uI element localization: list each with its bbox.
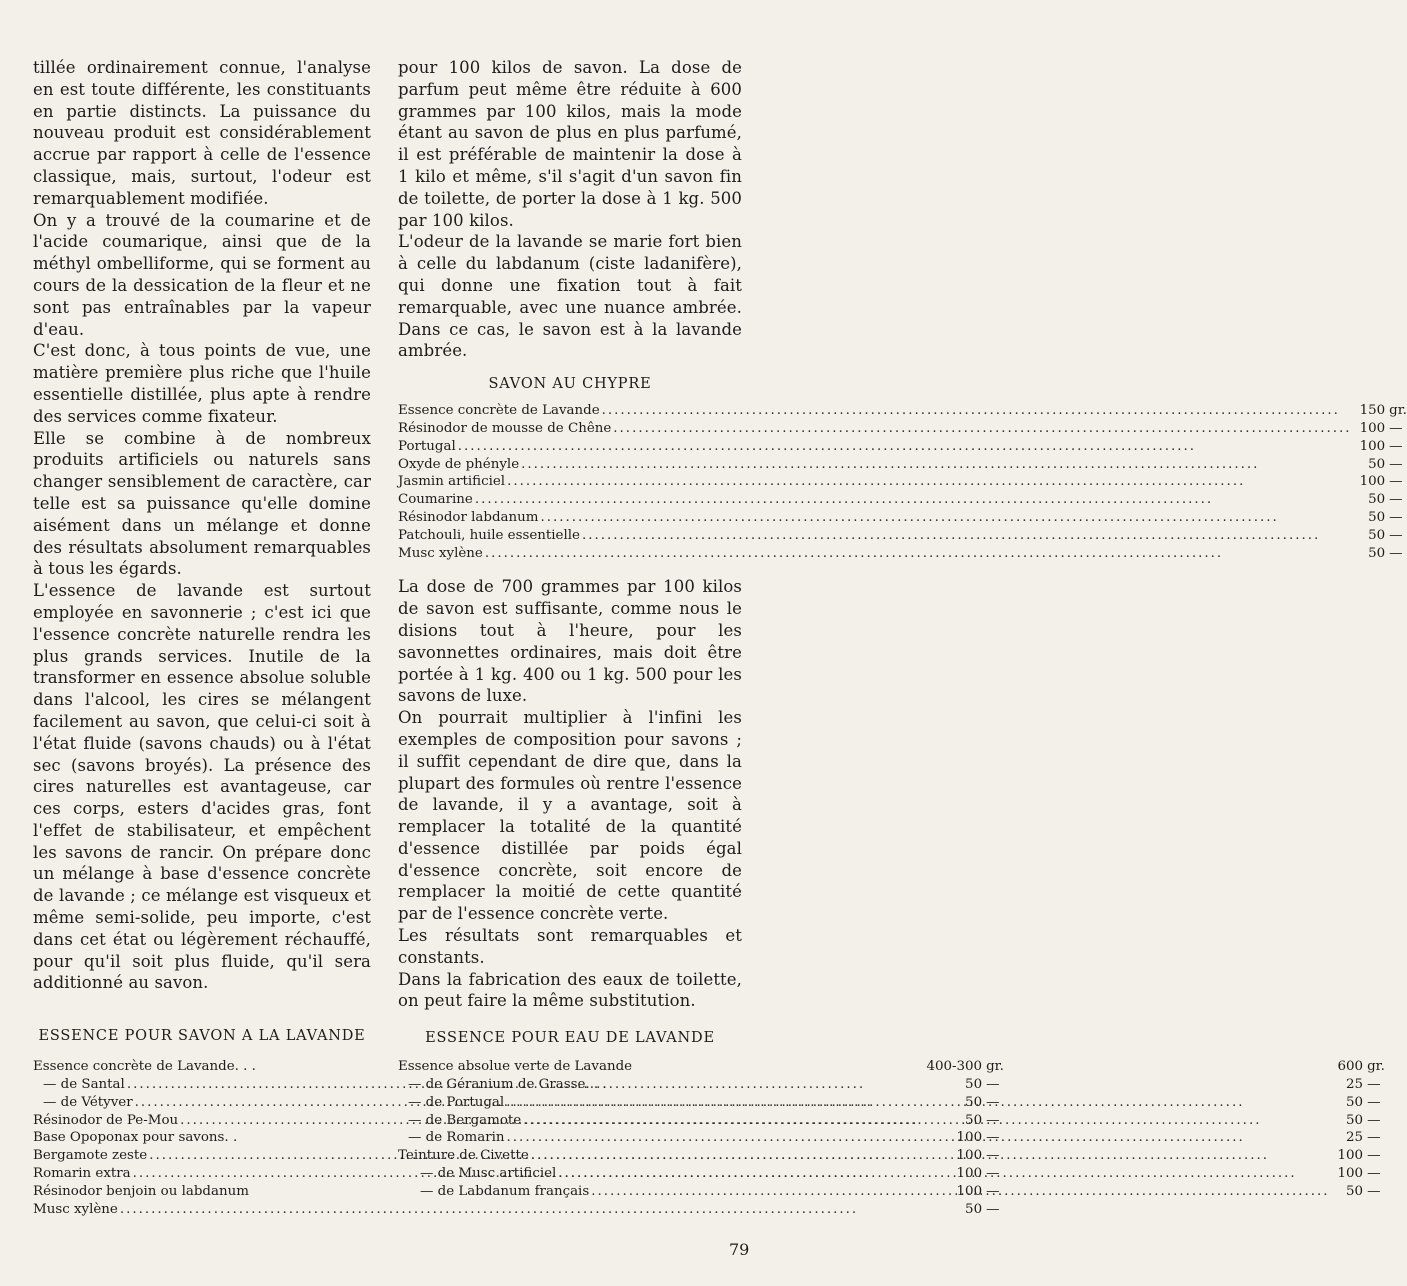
ingredient-quantity: 100 — [1359, 438, 1386, 454]
ingredient-name — [398, 1129, 1330, 1147]
ingredient-unit: — — [986, 1183, 1000, 1199]
recipe-row — [398, 491, 1407, 509]
leader-dots — [591, 1183, 1329, 1201]
recipe-row — [398, 545, 1407, 563]
ingredient-label: — de Romarin — [408, 1130, 505, 1146]
ingredient-quantity: 50 — [1368, 527, 1386, 543]
ingredient-unit: — — [986, 1077, 1000, 1093]
ingredient-unit: — — [986, 1130, 1000, 1146]
recipe-row — [398, 1094, 1385, 1112]
leader-dots — [458, 438, 1352, 456]
ingredient-quantity: 50 — [1346, 1112, 1364, 1128]
ingredient-name — [398, 1058, 1330, 1076]
ingredient-unit: — — [986, 1148, 1000, 1164]
leader-dots — [540, 509, 1351, 527]
recipe-row — [398, 1147, 1385, 1165]
ingredient-unit: — — [1367, 1183, 1381, 1199]
ingredient-label: Essence concrète de Lavande — [398, 403, 600, 419]
page-number: 79 — [729, 1240, 750, 1259]
ingredient-label: — de Santal — [43, 1077, 125, 1093]
ingredient-quantity: 50 — [1346, 1094, 1364, 1110]
recipe-row — [398, 1076, 1385, 1094]
paragraph: L'odeur de la lavande se marie fort bien à celle du labdanum (ciste ladanifère), qui donne une fixation tout à fait remarquable, avec une nuance ambrée. Dans ce cas, le savon est à la lavande ambrée. — [398, 232, 742, 361]
leader-dots — [558, 1165, 1329, 1183]
ingredient-quantity: 50 — [965, 1112, 983, 1128]
leader-dots — [507, 473, 1352, 491]
ingredient-unit: — — [986, 1112, 1000, 1128]
ingredient-quantity: 25 — [1346, 1077, 1364, 1093]
ingredient-unit: — — [1389, 545, 1403, 561]
paragraph: La dose de 700 grammes par 100 kilos de savon est suffisante, comme nous le disions tout à l'heure, pour les savonnettes ordinaires, mais doit être portée à 1 kg. 400 ou 1 kg. 500 pour les savons de luxe. — [398, 577, 742, 706]
ingredient-name — [398, 545, 1352, 563]
ingredient-unit: — — [1367, 1148, 1381, 1164]
ingredient-name — [398, 527, 1352, 545]
ingredient-label: Résinodor benjoin ou labdanum — [33, 1183, 249, 1199]
paragraph: On y a trouvé de la coumarine et de l'acide coumarique, ainsi que de la méthyl ombelliforme, qui se forment au cours de la dessication de la fleur et ne sont pas entraînables par la vapeur d'eau. — [33, 210, 371, 339]
ingredient-label: Patchouli, huile essentielle — [398, 527, 580, 543]
ingredient-name — [398, 1076, 1330, 1094]
ingredient-name — [33, 1201, 918, 1219]
ingredient-unit: — — [1367, 1130, 1381, 1146]
ingredient-name — [398, 1112, 1330, 1130]
leader-dots — [602, 402, 1352, 420]
ingredient-quantity: 100 — [1359, 474, 1386, 490]
ingredient-quantity: 50 — [1368, 509, 1386, 525]
ingredient-label: Résinodor de Pe-Mou — [33, 1112, 179, 1128]
ingredient-quantity: 25 — [1346, 1130, 1364, 1146]
ingredient-quantity: 100 — [956, 1130, 983, 1146]
ingredient-quantity: 50 — [1368, 545, 1386, 561]
ingredient-unit: — — [986, 1094, 1000, 1110]
ingredient-name — [398, 438, 1352, 456]
leader-dots — [506, 1094, 1329, 1112]
ingredient-unit: — — [1367, 1112, 1381, 1128]
paragraph: Dans la fabrication des eaux de toilette, on peut faire la même substitution. — [398, 969, 742, 1011]
ingredient-label: — de Portugal — [408, 1094, 505, 1110]
ingredient-label: — de Géranium de Grasse. . . — [408, 1077, 607, 1093]
ingredient-label: — de Musc artificiel — [420, 1166, 557, 1182]
ingredient-label: Essence concrète de Lavande. . . — [33, 1059, 256, 1075]
ingredient-quantity: 100 — [1337, 1166, 1364, 1182]
ingredient-label: Coumarine — [398, 492, 473, 508]
leader-dots — [507, 1129, 1330, 1147]
ingredient-unit: — — [1389, 509, 1403, 525]
ingredient-name — [398, 1094, 1330, 1112]
ingredient-quantity: 100 — [1337, 1148, 1364, 1164]
ingredient-quantity: 50 — [1368, 492, 1386, 508]
ingredient-quantity: 600 — [1337, 1059, 1364, 1075]
recipe-row — [398, 438, 1407, 456]
ingredient-label: Base Opoponax pour savons. . — [33, 1130, 238, 1146]
recipe-row — [398, 473, 1407, 491]
recipe-row — [398, 1183, 1385, 1201]
leader-dots — [523, 1112, 1329, 1130]
ingredient-name — [398, 491, 1352, 509]
ingredient-label: Musc xylène — [398, 545, 483, 561]
ingredient-unit: — — [1389, 438, 1403, 454]
ingredient-quantity: 50 — [965, 1077, 983, 1093]
paragraph: Les résultats sont remarquables et constants. — [398, 926, 742, 967]
ingredient-label: Résinodor de mousse de Chêne — [398, 420, 612, 436]
leader-dots — [475, 491, 1352, 509]
recipe-table-eau-lavande — [398, 1058, 1385, 1200]
ingredient-name — [398, 1147, 1330, 1165]
recipe-table-savon-chypre — [398, 402, 1407, 562]
ingredient-label: Essence absolue verte de Lavande — [398, 1059, 633, 1075]
ingredient-unit: — — [1367, 1094, 1381, 1110]
ingredient-quantity: 50 — [1346, 1183, 1364, 1199]
paragraph: Elle se combine à de nombreux produits artificiels ou naturels sans changer sensiblement de caractère, car telle est sa puissance qu'elle domine aisément dans un mélange et donne des résultats absolument remarquables à tous les égards. — [33, 428, 371, 579]
recipe-row — [398, 1129, 1385, 1147]
ingredient-label: Romarin extra — [33, 1166, 131, 1182]
recipe-row — [33, 1201, 1004, 1219]
ingredient-label: Résinodor labdanum — [398, 509, 539, 525]
leader-dots — [582, 527, 1352, 545]
ingredient-unit: — — [986, 1201, 1000, 1217]
recipe-row — [398, 509, 1407, 527]
ingredient-label: Teinture de Civette — [398, 1148, 529, 1164]
leader-dots — [485, 545, 1352, 563]
paragraph: pour 100 kilos de savon. La dose de parfum peut même être réduite à 600 grammes par 100 kilos, mais la mode étant au savon de plus en plus parfumé, il est préférable de maintenir la dose à 1 kilo et même, s'il s'agit d'un savon fin de toilette, de porter la dose à 1 kg. 500 par 100 kilos. — [398, 58, 742, 230]
ingredient-label: Bergamote zeste — [33, 1148, 148, 1164]
ingredient-label: Jasmin artificiel — [398, 474, 506, 490]
leader-dots — [613, 420, 1351, 438]
ingredient-quantity: 400-300 — [926, 1059, 983, 1075]
ingredient-name — [398, 420, 1352, 438]
recipe-row — [398, 1165, 1385, 1183]
ingredient-quantity: 50 — [965, 1094, 983, 1110]
ingredient-unit: gr. — [986, 1059, 1004, 1075]
ingredient-name — [398, 402, 1352, 420]
ingredient-unit: — — [1389, 474, 1403, 490]
leader-dots — [531, 1147, 1330, 1165]
paragraph: On pourrait multiplier à l'infini les exemples de composition pour savons ; il suffit cependant de dire que, dans la plupart des formules où rentre l'essence de lavande, il y a avantage, soit à remplacer la totalité de la quantité d'essence distillée par poids égal d'essence concrète, soit encore de remplacer la moitié de cette quantité par de l'essence concrète verte. — [398, 708, 742, 924]
ingredient-unit: gr. — [1389, 403, 1407, 419]
ingredient-name — [398, 1183, 1330, 1201]
ingredient-label: — de Labdanum français — [420, 1183, 590, 1199]
ingredient-name — [398, 509, 1352, 527]
ingredient-label: Portugal — [398, 438, 456, 454]
ingredient-name — [398, 473, 1352, 491]
ingredient-label: — de Vétyver — [43, 1094, 133, 1110]
ingredient-quantity: 150 — [1359, 403, 1386, 419]
ingredient-name — [398, 456, 1352, 474]
ingredient-label: Oxyde de phényle — [398, 456, 520, 472]
leader-dots — [521, 456, 1351, 474]
recipe-title-savon-chypre: SAVON AU CHYPRE — [488, 376, 652, 393]
ingredient-quantity: 100 — [956, 1183, 983, 1199]
recipe-row — [398, 402, 1407, 420]
recipe-row — [398, 1058, 1385, 1076]
ingredient-quantity: 100 — [1359, 420, 1386, 436]
ingredient-quantity: 50 — [965, 1201, 983, 1217]
ingredient-quantity: 50 — [1368, 456, 1386, 472]
recipe-row — [398, 1112, 1385, 1130]
ingredient-unit: — — [1367, 1166, 1381, 1182]
ingredient-unit: — — [1389, 420, 1403, 436]
leader-dots — [120, 1201, 919, 1219]
ingredient-label: — de Bergamote — [408, 1112, 522, 1128]
recipe-row — [398, 420, 1407, 438]
ingredient-unit: — — [1389, 456, 1403, 472]
paragraph: L'essence de lavande est surtout employée en savonnerie ; c'est ici que l'essence concrète naturelle rendra les plus grands services. Inutile de la transformer en essence absolue soluble dans l'alcool, les cires se mélangent facilement au savon, que celui-ci soit à l'état fluide (savons chauds) ou à l'état sec (savons broyés). La présence des cires naturelles est avantageuse, car ces corps, esters d'acides gras, font l'effet de stabilisateur, et empêchent les savons de rancir. On prépare donc un mélange à base d'essence concrète de lavande ; ce mélange est visqueux et même semi-solide, peu importe, c'est dans cet état ou légèrement réchauffé, pour qu'il soit plus fluide, qu'il sera additionné au savon. — [33, 581, 371, 993]
recipe-title-savon-lavande: ESSENCE POUR SAVON A LA LAVANDE — [38, 1028, 366, 1045]
ingredient-label: Musc xylène — [33, 1201, 118, 1217]
recipe-row — [398, 456, 1407, 474]
ingredient-unit: — — [1389, 492, 1403, 508]
ingredient-unit: — — [1389, 527, 1403, 543]
recipe-row — [398, 527, 1407, 545]
paragraph: tillée ordinairement connue, l'analyse en est toute différente, les constituants en partie distincts. La puissance du nouveau produit est considérablement accrue par rapport à celle de l'essence classique, mais, surtout, l'odeur est remarquablement modifiée. — [33, 58, 371, 208]
ingredient-unit: gr. — [1367, 1059, 1385, 1075]
recipe-title-eau-lavande: ESSENCE POUR EAU DE LAVANDE — [425, 1030, 715, 1047]
paragraph: C'est donc, à tous points de vue, une matière première plus riche que l'huile essentielle distillée, plus apte à rendre des services comme fixateur. — [33, 341, 371, 426]
ingredient-unit: — — [1367, 1077, 1381, 1093]
ingredient-name — [398, 1165, 1330, 1183]
ingredient-quantity: 100 — [956, 1148, 983, 1164]
ingredient-unit: — — [986, 1166, 1000, 1182]
ingredient-quantity: 100 — [956, 1166, 983, 1182]
